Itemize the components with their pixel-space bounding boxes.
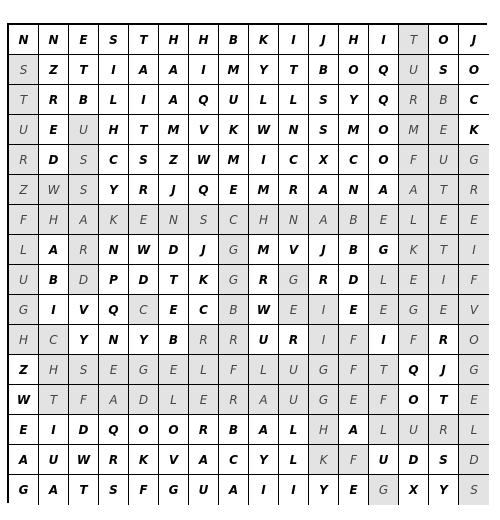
grid-cell-r10-c13[interactable]: E bbox=[369, 295, 399, 325]
grid-cell-r15-c10[interactable]: L bbox=[279, 445, 309, 475]
grid-cell-r9-c1[interactable]: U bbox=[9, 265, 39, 295]
grid-cell-r10-c1[interactable]: G bbox=[9, 295, 39, 325]
grid-cell-r13-c4[interactable]: A bbox=[99, 385, 129, 415]
grid-cell-r2-c1[interactable]: S bbox=[9, 55, 39, 85]
grid-cell-r5-c6[interactable]: Z bbox=[159, 145, 189, 175]
grid-cell-r3-c12[interactable]: Y bbox=[339, 85, 369, 115]
grid-cell-r8-c14[interactable]: K bbox=[399, 235, 429, 265]
grid-cell-r10-c2[interactable]: I bbox=[39, 295, 69, 325]
grid-cell-r16-c7[interactable]: U bbox=[189, 475, 219, 505]
grid-cell-r13-c11[interactable]: G bbox=[309, 385, 339, 415]
grid-cell-r1-c1[interactable]: N bbox=[9, 25, 39, 55]
grid-cell-r1-c6[interactable]: H bbox=[159, 25, 189, 55]
grid-cell-r12-c5[interactable]: G bbox=[129, 355, 159, 385]
grid-cell-r11-c9[interactable]: U bbox=[249, 325, 279, 355]
grid-cell-r16-c2[interactable]: A bbox=[39, 475, 69, 505]
grid-cell-r4-c5[interactable]: T bbox=[129, 115, 159, 145]
grid-cell-r9-c3[interactable]: D bbox=[69, 265, 99, 295]
grid-cell-r9-c6[interactable]: T bbox=[159, 265, 189, 295]
grid-cell-r8-c8[interactable]: G bbox=[219, 235, 249, 265]
grid-cell-r6-c1[interactable]: Z bbox=[9, 175, 39, 205]
grid-cell-r8-c3[interactable]: R bbox=[69, 235, 99, 265]
grid-cell-r6-c14[interactable]: A bbox=[399, 175, 429, 205]
grid-cell-r16-c11[interactable]: Y bbox=[309, 475, 339, 505]
grid-cell-r8-c2[interactable]: A bbox=[39, 235, 69, 265]
grid-cell-r8-c13[interactable]: G bbox=[369, 235, 399, 265]
grid-cell-r3-c10[interactable]: L bbox=[279, 85, 309, 115]
grid-cell-r11-c1[interactable]: H bbox=[9, 325, 39, 355]
grid-cell-r8-c10[interactable]: V bbox=[279, 235, 309, 265]
grid-cell-r12-c4[interactable]: E bbox=[99, 355, 129, 385]
grid-cell-r9-c2[interactable]: B bbox=[39, 265, 69, 295]
grid-cell-r8-c16[interactable]: I bbox=[459, 235, 489, 265]
grid-cell-r6-c12[interactable]: N bbox=[339, 175, 369, 205]
grid-cell-r16-c5[interactable]: F bbox=[129, 475, 159, 505]
grid-cell-r1-c12[interactable]: H bbox=[339, 25, 369, 55]
grid-cell-r3-c5[interactable]: I bbox=[129, 85, 159, 115]
grid-cell-r15-c4[interactable]: R bbox=[99, 445, 129, 475]
grid-cell-r13-c12[interactable]: E bbox=[339, 385, 369, 415]
grid-cell-r8-c15[interactable]: T bbox=[429, 235, 459, 265]
grid-cell-r16-c16[interactable]: S bbox=[459, 475, 489, 505]
grid-cell-r16-c3[interactable]: T bbox=[69, 475, 99, 505]
grid-cell-r6-c8[interactable]: E bbox=[219, 175, 249, 205]
grid-cell-r15-c13[interactable]: U bbox=[369, 445, 399, 475]
grid-cell-r2-c2[interactable]: Z bbox=[39, 55, 69, 85]
grid-cell-r4-c10[interactable]: N bbox=[279, 115, 309, 145]
grid-cell-r3-c15[interactable]: B bbox=[429, 85, 459, 115]
grid-cell-r5-c16[interactable]: G bbox=[459, 145, 489, 175]
grid-cell-r9-c14[interactable]: E bbox=[399, 265, 429, 295]
grid-cell-r4-c15[interactable]: E bbox=[429, 115, 459, 145]
grid-cell-r3-c16[interactable]: C bbox=[459, 85, 489, 115]
grid-cell-r11-c16[interactable]: O bbox=[459, 325, 489, 355]
grid-cell-r14-c2[interactable]: I bbox=[39, 415, 69, 445]
grid-cell-r12-c6[interactable]: E bbox=[159, 355, 189, 385]
grid-cell-r12-c12[interactable]: F bbox=[339, 355, 369, 385]
grid-cell-r1-c3[interactable]: E bbox=[69, 25, 99, 55]
grid-cell-r8-c1[interactable]: L bbox=[9, 235, 39, 265]
grid-cell-r7-c13[interactable]: E bbox=[369, 205, 399, 235]
grid-cell-r9-c9[interactable]: R bbox=[249, 265, 279, 295]
grid-cell-r2-c8[interactable]: M bbox=[219, 55, 249, 85]
grid-cell-r2-c16[interactable]: O bbox=[459, 55, 489, 85]
grid-cell-r14-c5[interactable]: O bbox=[129, 415, 159, 445]
grid-cell-r6-c4[interactable]: Y bbox=[99, 175, 129, 205]
grid-cell-r16-c1[interactable]: G bbox=[9, 475, 39, 505]
grid-cell-r10-c6[interactable]: E bbox=[159, 295, 189, 325]
grid-cell-r1-c2[interactable]: N bbox=[39, 25, 69, 55]
grid-cell-r6-c16[interactable]: R bbox=[459, 175, 489, 205]
grid-cell-r13-c6[interactable]: L bbox=[159, 385, 189, 415]
grid-cell-r14-c8[interactable]: B bbox=[219, 415, 249, 445]
grid-cell-r8-c7[interactable]: J bbox=[189, 235, 219, 265]
grid-cell-r3-c4[interactable]: L bbox=[99, 85, 129, 115]
grid-cell-r14-c13[interactable]: L bbox=[369, 415, 399, 445]
grid-cell-r7-c1[interactable]: F bbox=[9, 205, 39, 235]
grid-cell-r9-c11[interactable]: R bbox=[309, 265, 339, 295]
grid-cell-r6-c13[interactable]: A bbox=[369, 175, 399, 205]
grid-cell-r7-c10[interactable]: N bbox=[279, 205, 309, 235]
grid-cell-r15-c6[interactable]: V bbox=[159, 445, 189, 475]
grid-cell-r1-c13[interactable]: I bbox=[369, 25, 399, 55]
grid-cell-r4-c12[interactable]: M bbox=[339, 115, 369, 145]
grid-cell-r15-c7[interactable]: A bbox=[189, 445, 219, 475]
grid-cell-r1-c14[interactable]: T bbox=[399, 25, 429, 55]
grid-cell-r5-c10[interactable]: C bbox=[279, 145, 309, 175]
grid-cell-r10-c16[interactable]: V bbox=[459, 295, 489, 325]
grid-cell-r3-c8[interactable]: U bbox=[219, 85, 249, 115]
grid-cell-r7-c8[interactable]: C bbox=[219, 205, 249, 235]
grid-cell-r15-c14[interactable]: D bbox=[399, 445, 429, 475]
grid-cell-r16-c4[interactable]: S bbox=[99, 475, 129, 505]
grid-cell-r3-c1[interactable]: T bbox=[9, 85, 39, 115]
grid-cell-r11-c3[interactable]: Y bbox=[69, 325, 99, 355]
grid-cell-r5-c8[interactable]: M bbox=[219, 145, 249, 175]
grid-cell-r2-c6[interactable]: A bbox=[159, 55, 189, 85]
grid-cell-r8-c12[interactable]: B bbox=[339, 235, 369, 265]
grid-cell-r12-c3[interactable]: S bbox=[69, 355, 99, 385]
grid-cell-r15-c15[interactable]: S bbox=[429, 445, 459, 475]
grid-cell-r4-c9[interactable]: W bbox=[249, 115, 279, 145]
grid-cell-r6-c2[interactable]: W bbox=[39, 175, 69, 205]
grid-cell-r6-c11[interactable]: A bbox=[309, 175, 339, 205]
grid-cell-r8-c11[interactable]: J bbox=[309, 235, 339, 265]
grid-cell-r11-c11[interactable]: I bbox=[309, 325, 339, 355]
grid-cell-r12-c14[interactable]: Q bbox=[399, 355, 429, 385]
grid-cell-r8-c5[interactable]: W bbox=[129, 235, 159, 265]
grid-cell-r6-c3[interactable]: S bbox=[69, 175, 99, 205]
grid-cell-r1-c11[interactable]: J bbox=[309, 25, 339, 55]
grid-cell-r5-c7[interactable]: W bbox=[189, 145, 219, 175]
grid-cell-r11-c15[interactable]: R bbox=[429, 325, 459, 355]
grid-cell-r16-c9[interactable]: I bbox=[249, 475, 279, 505]
grid-cell-r13-c1[interactable]: W bbox=[9, 385, 39, 415]
grid-cell-r5-c2[interactable]: D bbox=[39, 145, 69, 175]
grid-cell-r3-c3[interactable]: B bbox=[69, 85, 99, 115]
grid-cell-r4-c1[interactable]: U bbox=[9, 115, 39, 145]
grid-cell-r13-c8[interactable]: R bbox=[219, 385, 249, 415]
grid-cell-r10-c8[interactable]: B bbox=[219, 295, 249, 325]
grid-cell-r13-c3[interactable]: F bbox=[69, 385, 99, 415]
grid-cell-r7-c12[interactable]: B bbox=[339, 205, 369, 235]
grid-cell-r9-c13[interactable]: L bbox=[369, 265, 399, 295]
grid-cell-r5-c11[interactable]: X bbox=[309, 145, 339, 175]
grid-cell-r11-c12[interactable]: F bbox=[339, 325, 369, 355]
grid-cell-r1-c15[interactable]: O bbox=[429, 25, 459, 55]
grid-cell-r10-c3[interactable]: V bbox=[69, 295, 99, 325]
grid-cell-r1-c5[interactable]: T bbox=[129, 25, 159, 55]
grid-cell-r15-c8[interactable]: C bbox=[219, 445, 249, 475]
grid-cell-r7-c5[interactable]: E bbox=[129, 205, 159, 235]
grid-cell-r2-c10[interactable]: T bbox=[279, 55, 309, 85]
grid-cell-r13-c15[interactable]: T bbox=[429, 385, 459, 415]
grid-cell-r13-c2[interactable]: T bbox=[39, 385, 69, 415]
grid-cell-r4-c16[interactable]: K bbox=[459, 115, 489, 145]
grid-cell-r13-c7[interactable]: E bbox=[189, 385, 219, 415]
grid-cell-r11-c13[interactable]: I bbox=[369, 325, 399, 355]
word-search-grid bbox=[7, 23, 487, 503]
grid-cell-r14-c9[interactable]: A bbox=[249, 415, 279, 445]
grid-cell-r7-c11[interactable]: A bbox=[309, 205, 339, 235]
grid-cell-r7-c14[interactable]: L bbox=[399, 205, 429, 235]
grid-cell-r9-c12[interactable]: D bbox=[339, 265, 369, 295]
grid-cell-r3-c13[interactable]: Q bbox=[369, 85, 399, 115]
grid-cell-r7-c7[interactable]: S bbox=[189, 205, 219, 235]
grid-cell-r11-c5[interactable]: Y bbox=[129, 325, 159, 355]
grid-cell-r10-c9[interactable]: W bbox=[249, 295, 279, 325]
grid-cell-r15-c12[interactable]: F bbox=[339, 445, 369, 475]
grid-cell-r6-c9[interactable]: M bbox=[249, 175, 279, 205]
grid-cell-r14-c3[interactable]: D bbox=[69, 415, 99, 445]
grid-cell-r15-c9[interactable]: Y bbox=[249, 445, 279, 475]
grid-cell-r2-c15[interactable]: S bbox=[429, 55, 459, 85]
grid-cell-r10-c11[interactable]: I bbox=[309, 295, 339, 325]
grid-cell-r4-c7[interactable]: V bbox=[189, 115, 219, 145]
grid-cell-r2-c5[interactable]: A bbox=[129, 55, 159, 85]
grid-cell-r10-c12[interactable]: E bbox=[339, 295, 369, 325]
grid-cell-r16-c12[interactable]: E bbox=[339, 475, 369, 505]
grid-cell-r12-c9[interactable]: L bbox=[249, 355, 279, 385]
grid-cell-r9-c5[interactable]: D bbox=[129, 265, 159, 295]
grid-cell-r3-c7[interactable]: Q bbox=[189, 85, 219, 115]
grid-cell-r14-c11[interactable]: H bbox=[309, 415, 339, 445]
grid-cell-r14-c1[interactable]: E bbox=[9, 415, 39, 445]
grid-cell-r10-c4[interactable]: Q bbox=[99, 295, 129, 325]
grid-cell-r2-c14[interactable]: U bbox=[399, 55, 429, 85]
grid-cell-r11-c7[interactable]: R bbox=[189, 325, 219, 355]
grid-cell-r4-c8[interactable]: K bbox=[219, 115, 249, 145]
grid-cell-r9-c16[interactable]: F bbox=[459, 265, 489, 295]
grid-cell-r5-c15[interactable]: U bbox=[429, 145, 459, 175]
grid-cell-r14-c4[interactable]: Q bbox=[99, 415, 129, 445]
grid-cell-r11-c14[interactable]: F bbox=[399, 325, 429, 355]
grid-cell-r8-c4[interactable]: N bbox=[99, 235, 129, 265]
grid-cell-r11-c6[interactable]: B bbox=[159, 325, 189, 355]
grid-cell-r7-c2[interactable]: H bbox=[39, 205, 69, 235]
grid-cell-r13-c9[interactable]: A bbox=[249, 385, 279, 415]
grid-cell-r6-c5[interactable]: R bbox=[129, 175, 159, 205]
grid-cell-r12-c2[interactable]: H bbox=[39, 355, 69, 385]
grid-cell-r15-c2[interactable]: U bbox=[39, 445, 69, 475]
grid-cell-r16-c6[interactable]: G bbox=[159, 475, 189, 505]
grid-cell-r5-c14[interactable]: F bbox=[399, 145, 429, 175]
grid-cell-r1-c16[interactable]: J bbox=[459, 25, 489, 55]
grid-cell-r1-c9[interactable]: K bbox=[249, 25, 279, 55]
grid-cell-r4-c3[interactable]: U bbox=[69, 115, 99, 145]
grid-cell-r12-c11[interactable]: G bbox=[309, 355, 339, 385]
grid-cell-r6-c10[interactable]: R bbox=[279, 175, 309, 205]
grid-cell-r7-c9[interactable]: H bbox=[249, 205, 279, 235]
grid-cell-r4-c6[interactable]: M bbox=[159, 115, 189, 145]
grid-cell-r16-c14[interactable]: X bbox=[399, 475, 429, 505]
grid-cell-r4-c14[interactable]: M bbox=[399, 115, 429, 145]
grid-cell-r9-c7[interactable]: K bbox=[189, 265, 219, 295]
grid-cell-r12-c10[interactable]: U bbox=[279, 355, 309, 385]
grid-cell-r12-c15[interactable]: J bbox=[429, 355, 459, 385]
grid-cell-r12-c7[interactable]: L bbox=[189, 355, 219, 385]
grid-cell-r11-c2[interactable]: C bbox=[39, 325, 69, 355]
grid-cell-r14-c12[interactable]: A bbox=[339, 415, 369, 445]
grid-cell-r4-c11[interactable]: S bbox=[309, 115, 339, 145]
grid-cell-r12-c13[interactable]: T bbox=[369, 355, 399, 385]
grid-cell-r16-c8[interactable]: A bbox=[219, 475, 249, 505]
grid-cell-r11-c8[interactable]: R bbox=[219, 325, 249, 355]
grid-cell-r4-c13[interactable]: O bbox=[369, 115, 399, 145]
grid-cell-r4-c4[interactable]: H bbox=[99, 115, 129, 145]
grid-cell-r10-c7[interactable]: C bbox=[189, 295, 219, 325]
grid-cell-r15-c3[interactable]: W bbox=[69, 445, 99, 475]
grid-cell-r5-c13[interactable]: O bbox=[369, 145, 399, 175]
grid-cell-r6-c7[interactable]: Q bbox=[189, 175, 219, 205]
grid-cell-r7-c15[interactable]: E bbox=[429, 205, 459, 235]
grid-cell-r4-c2[interactable]: E bbox=[39, 115, 69, 145]
grid-cell-r1-c10[interactable]: I bbox=[279, 25, 309, 55]
grid-cell-r7-c16[interactable]: E bbox=[459, 205, 489, 235]
grid-cell-r16-c15[interactable]: Y bbox=[429, 475, 459, 505]
grid-cell-r14-c10[interactable]: L bbox=[279, 415, 309, 445]
grid-cell-r2-c9[interactable]: Y bbox=[249, 55, 279, 85]
grid-cell-r13-c5[interactable]: D bbox=[129, 385, 159, 415]
grid-cell-r3-c14[interactable]: R bbox=[399, 85, 429, 115]
grid-cell-r13-c16[interactable]: E bbox=[459, 385, 489, 415]
grid-cell-r6-c6[interactable]: J bbox=[159, 175, 189, 205]
grid-cell-r5-c3[interactable]: S bbox=[69, 145, 99, 175]
grid-cell-r5-c1[interactable]: R bbox=[9, 145, 39, 175]
grid-cell-r7-c3[interactable]: A bbox=[69, 205, 99, 235]
grid-cell-r7-c4[interactable]: K bbox=[99, 205, 129, 235]
grid-cell-r14-c7[interactable]: R bbox=[189, 415, 219, 445]
grid-cell-r1-c7[interactable]: H bbox=[189, 25, 219, 55]
grid-cell-r2-c12[interactable]: O bbox=[339, 55, 369, 85]
grid-cell-r14-c14[interactable]: U bbox=[399, 415, 429, 445]
grid-cell-r9-c15[interactable]: I bbox=[429, 265, 459, 295]
grid-cell-r13-c10[interactable]: U bbox=[279, 385, 309, 415]
grid-cell-r3-c2[interactable]: R bbox=[39, 85, 69, 115]
grid-cell-r1-c8[interactable]: B bbox=[219, 25, 249, 55]
grid-cell-r7-c6[interactable]: N bbox=[159, 205, 189, 235]
grid-cell-r5-c5[interactable]: S bbox=[129, 145, 159, 175]
grid-cell-r12-c16[interactable]: G bbox=[459, 355, 489, 385]
grid-cell-r5-c4[interactable]: C bbox=[99, 145, 129, 175]
grid-cell-r5-c9[interactable]: I bbox=[249, 145, 279, 175]
grid-cell-r14-c16[interactable]: L bbox=[459, 415, 489, 445]
grid-cell-r2-c11[interactable]: B bbox=[309, 55, 339, 85]
grid-cell-r6-c15[interactable]: T bbox=[429, 175, 459, 205]
grid-cell-r10-c5[interactable]: C bbox=[129, 295, 159, 325]
grid-cell-r12-c1[interactable]: Z bbox=[9, 355, 39, 385]
grid-cell-r5-c12[interactable]: C bbox=[339, 145, 369, 175]
grid-cell-r10-c14[interactable]: G bbox=[399, 295, 429, 325]
grid-cell-r11-c4[interactable]: N bbox=[99, 325, 129, 355]
grid-cell-r11-c10[interactable]: R bbox=[279, 325, 309, 355]
grid-cell-r2-c4[interactable]: I bbox=[99, 55, 129, 85]
grid-cell-r9-c8[interactable]: G bbox=[219, 265, 249, 295]
grid-cell-r9-c4[interactable]: P bbox=[99, 265, 129, 295]
grid-cell-r2-c13[interactable]: Q bbox=[369, 55, 399, 85]
grid-cell-r15-c1[interactable]: A bbox=[9, 445, 39, 475]
grid-cell-r10-c15[interactable]: E bbox=[429, 295, 459, 325]
grid-cell-r13-c14[interactable]: O bbox=[399, 385, 429, 415]
grid-cell-r8-c6[interactable]: D bbox=[159, 235, 189, 265]
grid-cell-r3-c11[interactable]: S bbox=[309, 85, 339, 115]
grid-cell-r1-c4[interactable]: S bbox=[99, 25, 129, 55]
grid-cell-r2-c3[interactable]: T bbox=[69, 55, 99, 85]
grid-cell-r16-c10[interactable]: I bbox=[279, 475, 309, 505]
grid-cell-r3-c6[interactable]: A bbox=[159, 85, 189, 115]
grid-cell-r12-c8[interactable]: F bbox=[219, 355, 249, 385]
grid-cell-r15-c11[interactable]: K bbox=[309, 445, 339, 475]
grid-cell-r14-c15[interactable]: R bbox=[429, 415, 459, 445]
grid-cell-r16-c13[interactable]: G bbox=[369, 475, 399, 505]
grid-cell-r10-c10[interactable]: E bbox=[279, 295, 309, 325]
grid-cell-r15-c5[interactable]: K bbox=[129, 445, 159, 475]
grid-cell-r13-c13[interactable]: F bbox=[369, 385, 399, 415]
grid-cell-r9-c10[interactable]: G bbox=[279, 265, 309, 295]
grid-cell-r8-c9[interactable]: M bbox=[249, 235, 279, 265]
grid-cell-r14-c6[interactable]: O bbox=[159, 415, 189, 445]
grid-cell-r3-c9[interactable]: L bbox=[249, 85, 279, 115]
grid-cell-r2-c7[interactable]: I bbox=[189, 55, 219, 85]
grid-cell-r15-c16[interactable]: D bbox=[459, 445, 489, 475]
